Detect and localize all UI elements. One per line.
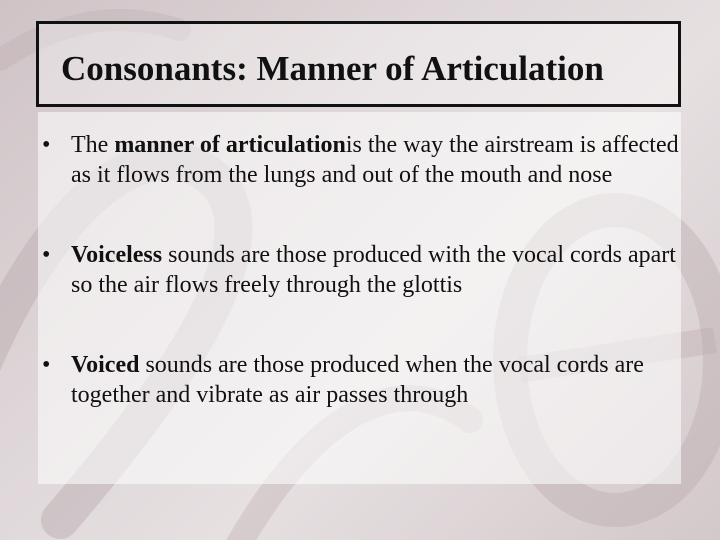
bullet-list — [42, 130, 692, 410]
bullet-item-voiced — [42, 350, 692, 410]
bullet-item-voiceless — [42, 240, 692, 300]
title-box — [36, 21, 681, 107]
bullet-term: Voiced — [71, 352, 140, 378]
bullet-item-manner — [42, 130, 692, 190]
bullet-term: Voiceless — [71, 242, 163, 268]
bullet-dot: • — [42, 132, 51, 158]
slide-title: Consonants: Manner of Articulation — [61, 49, 604, 88]
bullet-term: manner of articulation — [114, 132, 346, 158]
bullet-text: sounds are those produced with the vocal cords apart so the air flows freely through the glottis — [71, 242, 676, 298]
bullet-text: sounds are those produced when the vocal cords are together and vibrate as air passes through — [71, 352, 644, 408]
bullet-dot: • — [42, 242, 51, 268]
bullet-text: is the way the airstream is affected as it flows from the lungs and out of the mouth and nose — [71, 132, 679, 188]
bullet-text-pre: The — [71, 132, 115, 158]
bullet-dot: • — [42, 352, 51, 378]
